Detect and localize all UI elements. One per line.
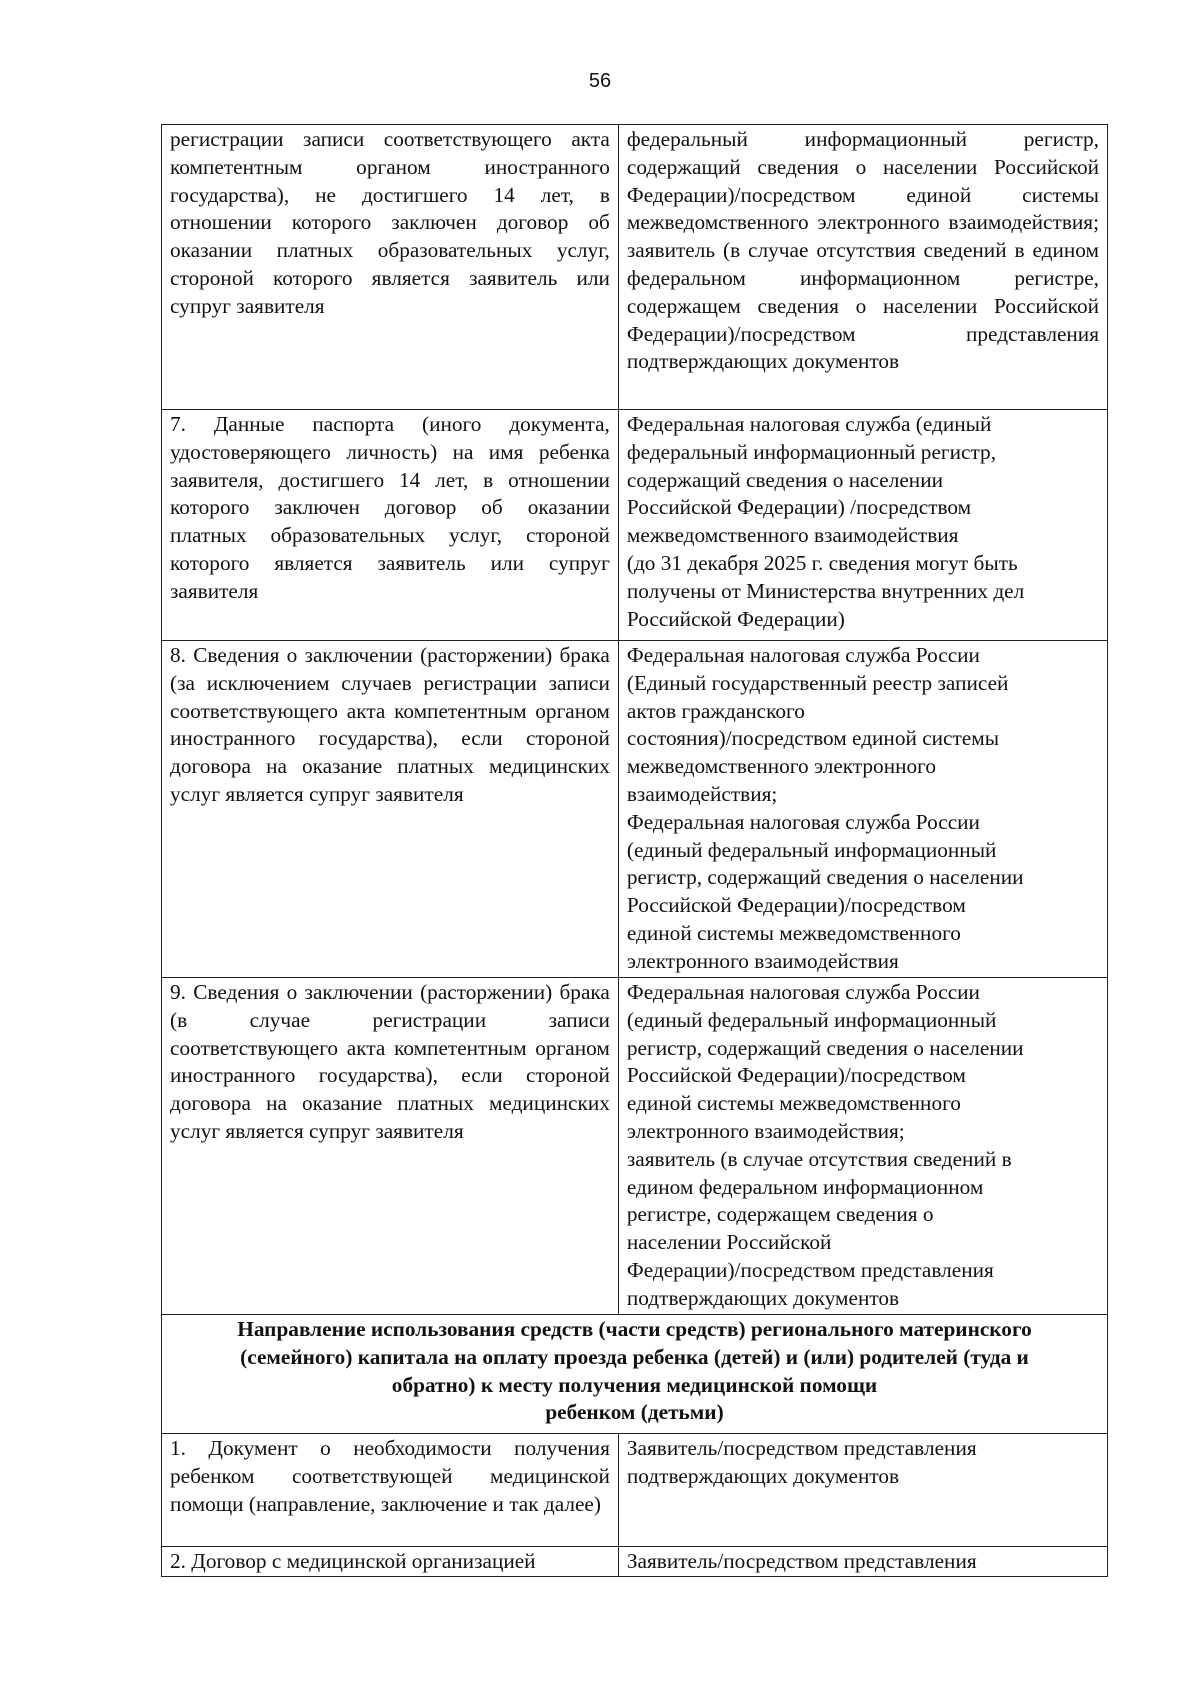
cell-line: федеральный информационный регистр, — [626, 439, 997, 464]
cell-line: Российской Федерации) /посредством — [626, 495, 972, 520]
table-row — [162, 978, 1108, 1315]
section-heading — [162, 1315, 1108, 1434]
section-heading-line: Направление использования средств (части средств) регионального материнского — [237, 1317, 1032, 1341]
cell-line: подтверждающих документов — [626, 1463, 900, 1488]
cell-line: регистр, содержащий сведения о населении — [626, 865, 1024, 890]
cell-line: содержащий сведения о населении — [626, 467, 944, 492]
table-cell-source — [618, 1434, 1107, 1547]
cell-line: Федеральная налоговая служба России — [626, 643, 980, 667]
table-cell-document: 7. Данные паспорта (иного документа, удостоверяющего личность) на имя ребенка заявителя, достигшего 14 лет, в отношении которого заключен договор об оказании платных образовательных услуг, стороной которого является заявитель или супруг заявителя — [162, 410, 619, 641]
page-number: 56 — [588, 70, 612, 92]
cell-line: Федеральная налоговая служба России — [626, 809, 980, 834]
cell-line: Российской Федерации)/посредством — [626, 1063, 966, 1088]
table-cell-document: 8. Сведения о заключении (расторжении) брака (за исключением случаев регистрации записи соответствующего акта компетентным органом иностранного государства), если стороной договора на оказание платных медицинских услуг является супруг заявителя — [162, 641, 619, 978]
table-row — [162, 125, 1108, 410]
cell-line: взаимодействия; — [626, 781, 778, 806]
cell-line: единой системы межведомственного — [626, 920, 961, 945]
cell-line: электронного взаимодействия; — [626, 1118, 905, 1143]
cell-line: единой системы межведомственного — [626, 1091, 961, 1116]
cell-line: состояния)/посредством единой системы — [626, 726, 1000, 751]
section-heading-line: обратно) к месту получения медицинской помощи — [391, 1372, 878, 1397]
table-cell-document: 2. Договор с медицинской организацией — [162, 1547, 619, 1577]
cell-line: подтверждающих документов — [626, 1285, 900, 1310]
table-cell-source — [618, 1547, 1107, 1577]
cell-line: (единый федеральный информационный — [626, 837, 997, 862]
cell-line: Федеральная налоговая служба (единый — [626, 412, 992, 436]
table-row — [162, 641, 1108, 978]
table-row — [162, 1547, 1108, 1577]
table-cell-source: федеральный информационный регистр, содержащий сведения о населении Российской Федерации)/посредством единой системы межведомственного электронного взаимодействия; заявитель (в случае отсутствия сведений в едином федеральном информационном регистре, содержащем сведения о населении Российской Федерации)/посредством представления подтверждающих документов — [618, 125, 1107, 410]
cell-line: Федеральная налоговая служба России — [626, 980, 980, 1004]
cell-line: межведомственного взаимодействия — [626, 523, 959, 548]
cell-line: едином федеральном информационном — [626, 1174, 984, 1199]
cell-line: населении Российской — [626, 1230, 832, 1255]
cell-line: Заявитель/посредством представления — [626, 1549, 977, 1573]
section-row — [162, 1315, 1108, 1434]
table-cell-source — [618, 978, 1107, 1315]
cell-line: регистр, содержащий сведения о населении — [626, 1035, 1024, 1060]
table-cell-document: 9. Сведения о заключении (расторжении) брака (в случае регистрации записи соответствующего акта компетентным органом иностранного государства), если стороной договора на оказание платных медицинских услуг является супруг заявителя — [162, 978, 619, 1315]
cell-line: (до 31 декабря 2025 г. сведения могут быть — [626, 550, 1018, 575]
cell-line: актов гражданского — [626, 698, 805, 723]
cell-line: заявитель (в случае отсутствия сведений в — [626, 1146, 1012, 1171]
cell-line: электронного взаимодействия — [626, 948, 899, 973]
table-cell-source — [618, 641, 1107, 978]
table-row — [162, 410, 1108, 641]
table-cell-source — [618, 410, 1107, 641]
documents-table — [161, 124, 1108, 1577]
table-row — [162, 1434, 1108, 1547]
table-cell-document: 1. Документ о необходимости получения ребенком соответствующей медицинской помощи (направление, заключение и так далее) — [162, 1434, 619, 1547]
cell-line: регистре, содержащем сведения о — [626, 1202, 934, 1227]
cell-line: Российской Федерации)/посредством — [626, 893, 966, 918]
cell-line: (Единый государственный реестр записей — [626, 670, 1009, 695]
cell-line: (единый федеральный информационный — [626, 1007, 997, 1032]
cell-line: Федерации)/посредством представления — [626, 1257, 994, 1282]
cell-line: Российской Федерации) — [626, 606, 845, 631]
cell-line: межведомственного электронного — [626, 754, 937, 779]
cell-line: Заявитель/посредством представления — [626, 1436, 977, 1460]
table-cell-document: регистрации записи соответствующего акта компетентным органом иностранного государства), не достигшего 14 лет, в отношении которого заключен договор об оказании платных образовательных услуг, стороной которого является заявитель или супруг заявителя — [162, 125, 619, 410]
section-heading-line: ребенком (детьми) — [545, 1400, 724, 1425]
cell-line: получены от Министерства внутренних дел — [626, 578, 1025, 603]
section-heading-line: (семейного) капитала на оплату проезда ребенка (детей) и (или) родителей (туда и — [240, 1344, 1029, 1369]
